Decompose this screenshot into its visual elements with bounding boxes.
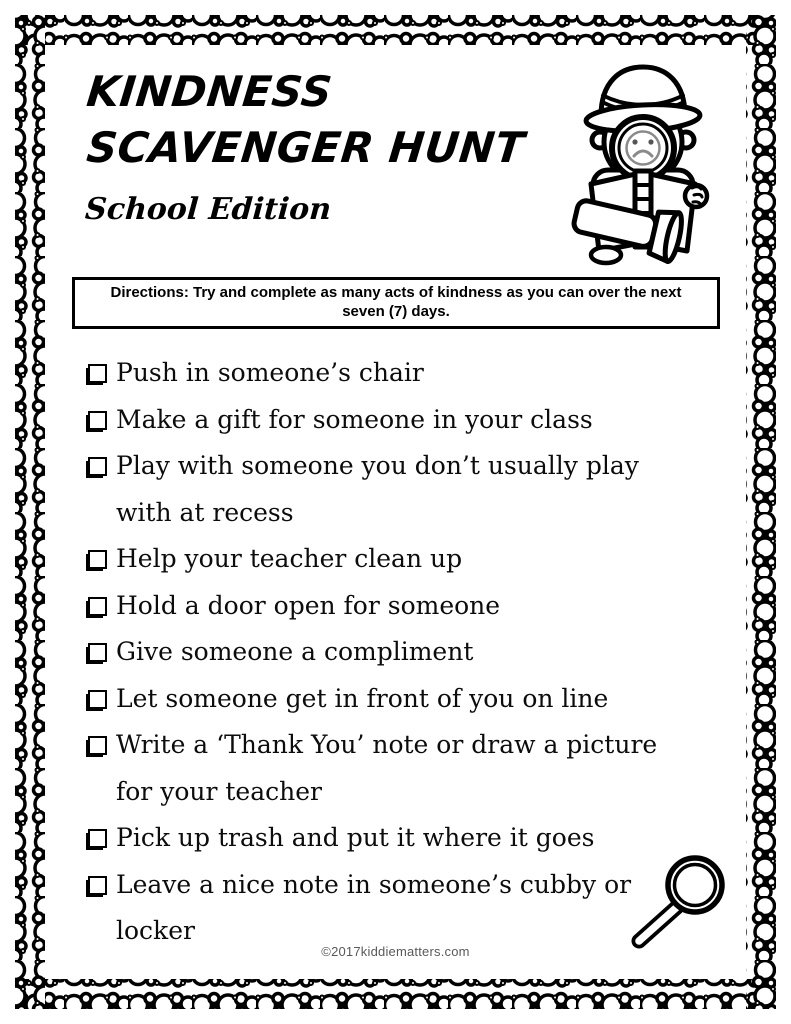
copyright-text: ©2017kiddiematters.com xyxy=(321,944,470,959)
list-item-label: Pick up trash and put it where it goes xyxy=(116,823,595,852)
list-item xyxy=(88,815,700,862)
directions-text: Directions: Try and complete as many acts of kindness as you can over the next seven (7) days. xyxy=(110,284,682,320)
list-item-label: Write a ‘Thank You’ note or draw a picture for your teacher xyxy=(116,730,658,806)
list-item-label: Play with someone you don’t usually play with at recess xyxy=(116,451,639,527)
page-title-line1: KINDNESS xyxy=(84,67,335,116)
checkbox-icon[interactable] xyxy=(88,457,107,476)
checkbox-icon[interactable] xyxy=(88,411,107,430)
detective-kid-reading-book-icon xyxy=(566,58,722,268)
list-item-label: Hold a door open for someone xyxy=(116,590,501,620)
list-item xyxy=(88,676,700,723)
page-subtitle: School Edition xyxy=(84,192,333,227)
checkbox-icon[interactable] xyxy=(88,550,107,569)
magnifying-glass-icon xyxy=(625,845,735,950)
list-item xyxy=(88,443,700,536)
checkbox-icon[interactable] xyxy=(88,597,107,616)
list-item-label: Give someone a compliment xyxy=(116,637,474,666)
list-item xyxy=(88,629,700,676)
kindness-checklist xyxy=(88,350,700,955)
list-item xyxy=(88,350,700,397)
checkbox-icon[interactable] xyxy=(88,829,107,848)
page-title-line2: SCAVENGER HUNT xyxy=(84,123,527,172)
list-item xyxy=(88,722,700,815)
list-item xyxy=(88,536,700,583)
list-item-label: Help your teacher clean up xyxy=(116,544,463,573)
checkbox-icon[interactable] xyxy=(88,643,107,662)
checkbox-icon[interactable] xyxy=(88,736,107,755)
list-item-label: Make a gift for someone in your class xyxy=(116,404,593,434)
list-item xyxy=(88,397,700,444)
checkbox-icon[interactable] xyxy=(88,364,107,383)
checkbox-icon[interactable] xyxy=(88,876,107,895)
list-item-label: Leave a nice note in someone’s cubby or locker xyxy=(116,869,632,945)
list-item-label: Push in someone’s chair xyxy=(116,358,424,387)
list-item xyxy=(88,862,700,955)
title-block xyxy=(84,64,527,227)
checkbox-icon[interactable] xyxy=(88,690,107,709)
list-item-label: Let someone get in front of you on line xyxy=(116,683,609,713)
list-item xyxy=(88,583,700,630)
directions-box xyxy=(72,277,720,329)
